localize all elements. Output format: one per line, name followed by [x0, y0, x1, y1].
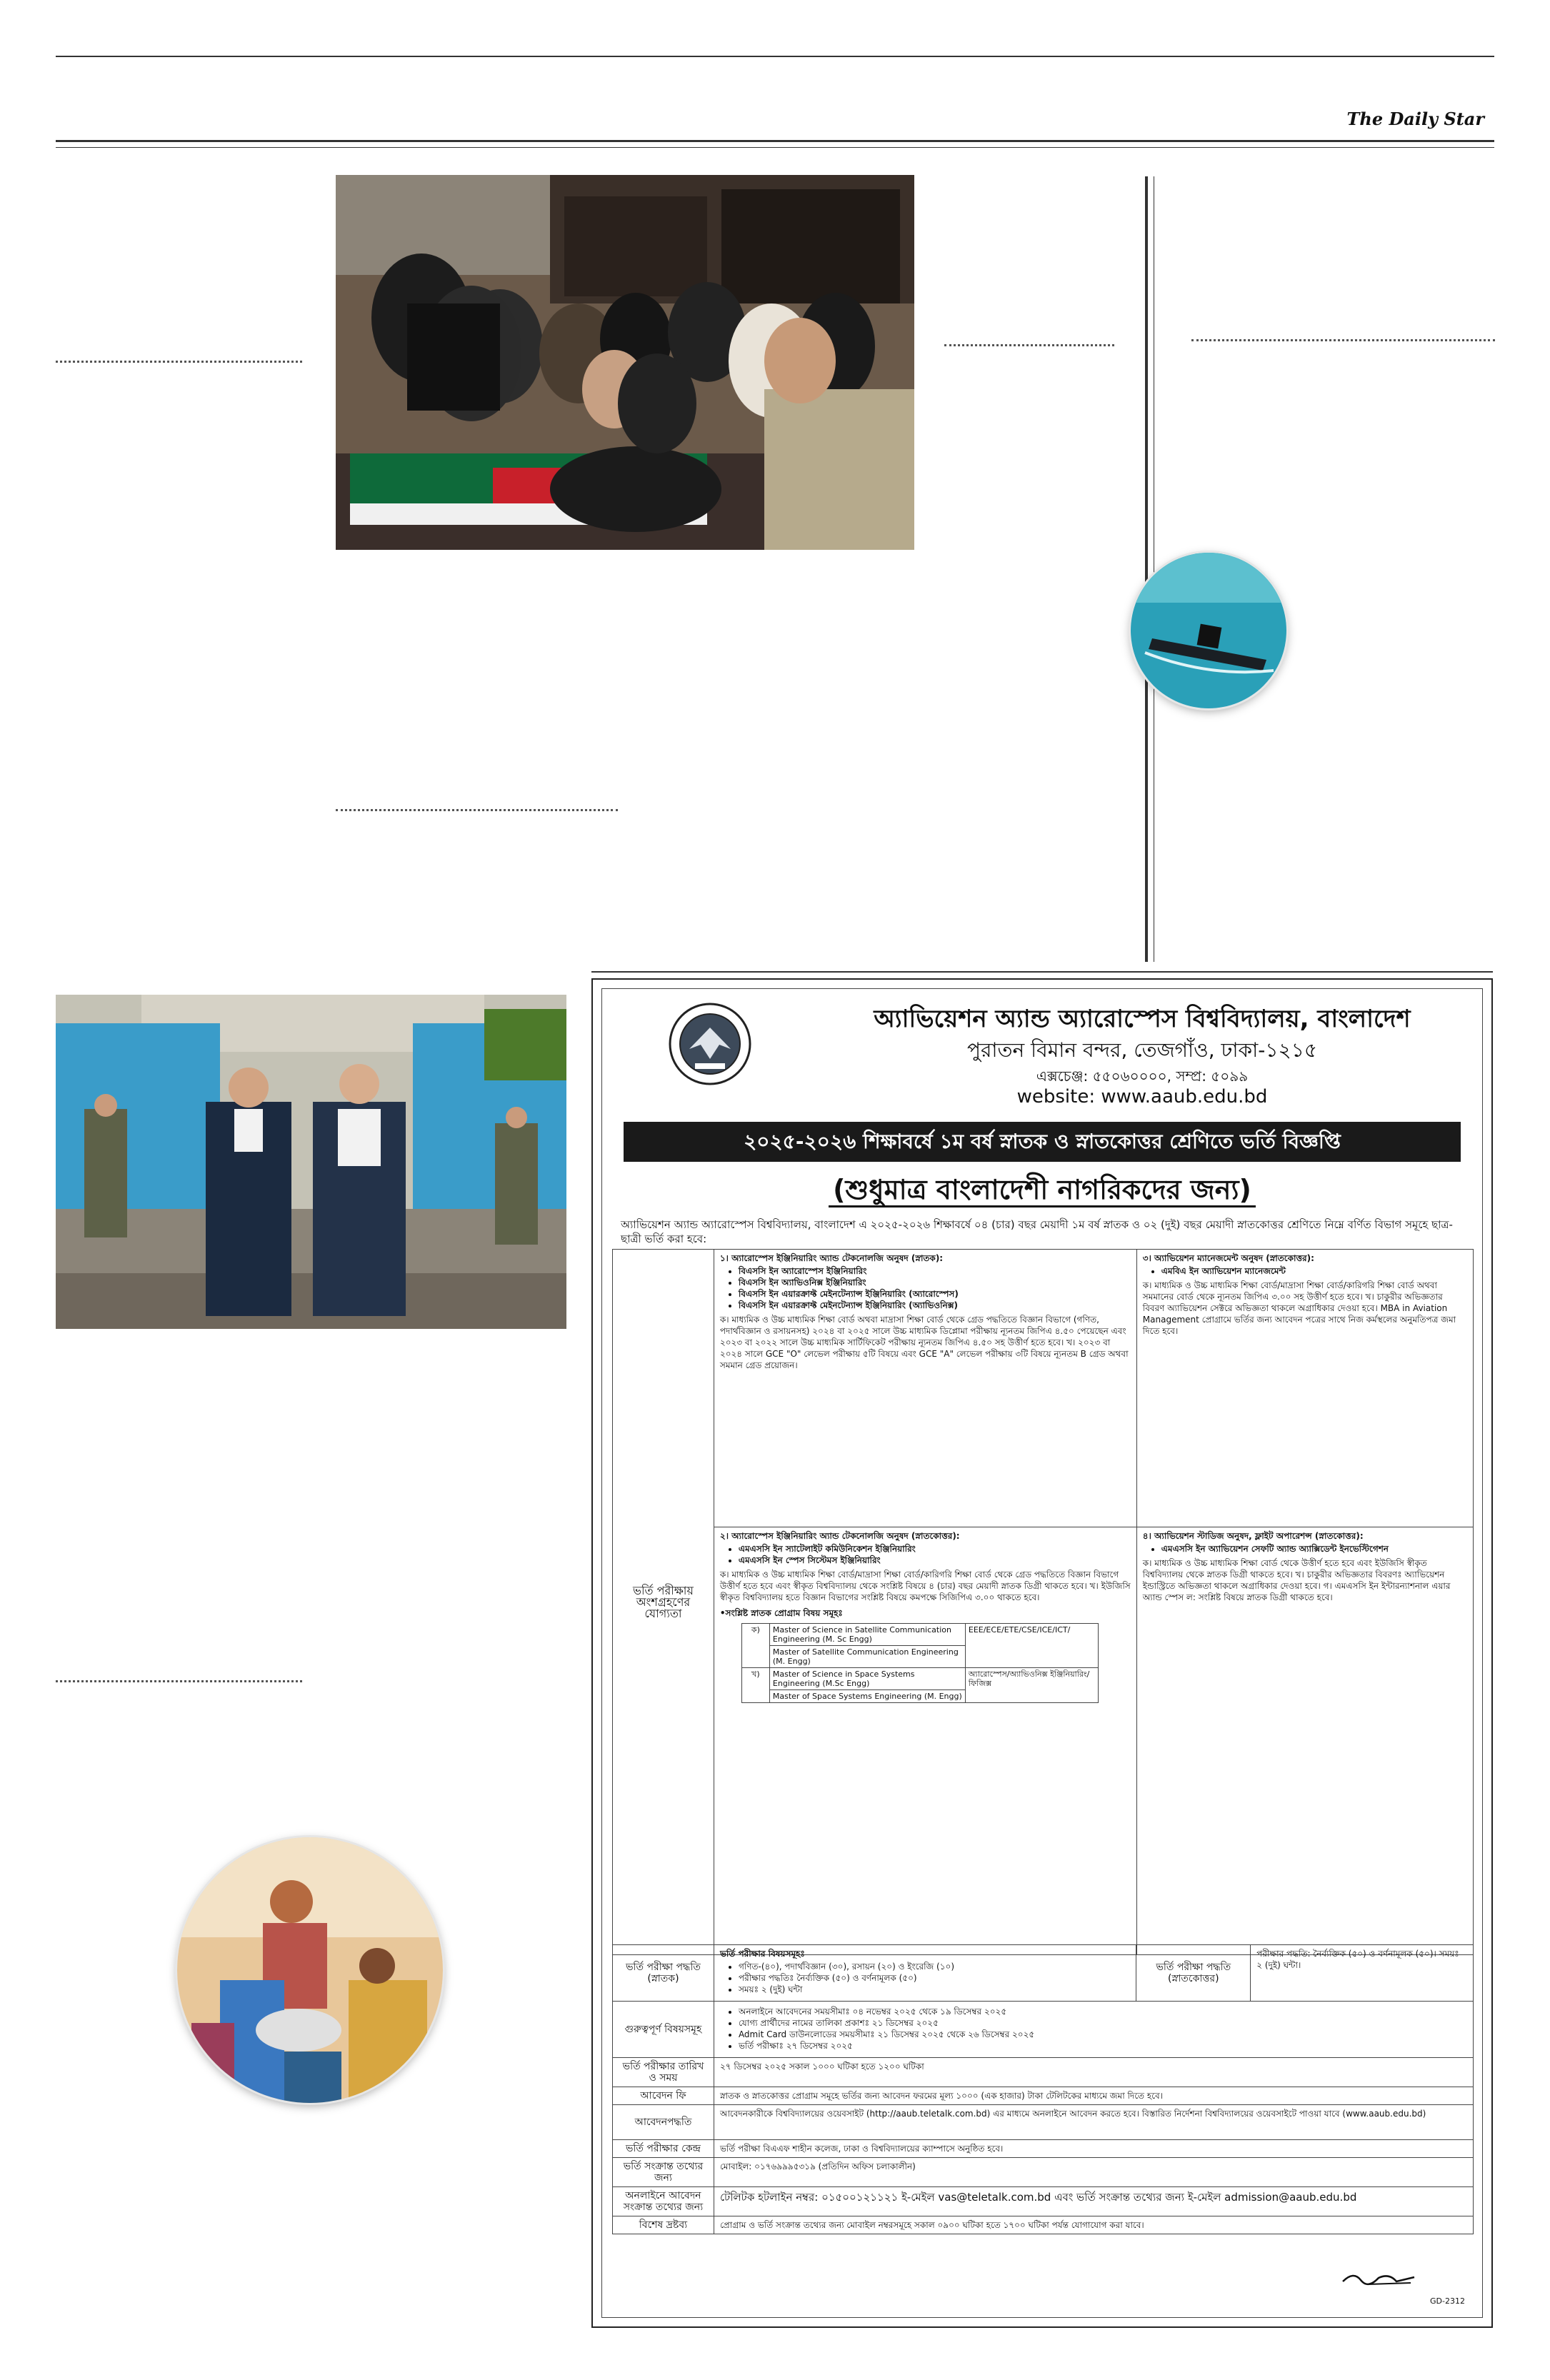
special-note-label: বিশেষ দ্রষ্টব্য	[613, 2216, 714, 2234]
faculty-1-heading: ১। অ্যারোস্পেস ইঞ্জিনিয়ারিং অ্যান্ড টেকনোলজি অনুষদ (স্নাতক):	[719, 1253, 944, 1263]
list-item: • যোগ্য প্রার্থীদের নামের তালিকা প্রকাশঃ ২১ ডিসেম্বর ২০২৫	[739, 2017, 1467, 2029]
citizens-only-notice	[602, 1169, 1482, 1215]
table-row: ক) Master of Science in Satellite Communication Engineering (M. Sc Engg) EEE/ECE/ETE/CSE/ICE/ICT/	[741, 1624, 1098, 1646]
header-rule-2	[56, 147, 1494, 148]
table-row	[613, 2187, 1474, 2216]
faculty-4-heading: ৪। অ্যাভিয়েশন স্টাডিজ অনুষদ, ফ্লাইট অপারেশন্স (স্নাতকোত্তর):	[1142, 1531, 1364, 1541]
top-rule	[56, 56, 1494, 57]
vertical-rule-a	[1145, 176, 1148, 962]
header-rule-1	[56, 140, 1494, 142]
faculty-2-heading: ২। অ্যারোস্পেস ইঞ্জিনিয়ারিং অ্যান্ড টেকনোলজি অনুষদ (স্নাতকোত্তর):	[719, 1531, 960, 1541]
program-item: • বিএসসি ইন অ্যাভিওনিক্স ইঞ্জিনিয়ারিং	[739, 1277, 1131, 1288]
program-cell: Master of Space Systems Engineering (M. Engg)	[769, 1690, 965, 1703]
university-name: অ্যাভিয়েশন অ্যান্ড অ্যারোস্পেস বিশ্ববিদ্যালয়, বাংলাদেশ	[874, 1005, 1411, 1033]
fee-label: আবেদন ফি	[613, 2087, 714, 2105]
exam-center-label: ভর্তি পরীক্ষার কেন্দ্র	[613, 2140, 714, 2158]
faculty-4-list	[1161, 1543, 1467, 1555]
exam-pg-label: ভর্তি পরীক্ষা পদ্ধতি (স্নাতকোত্তর)	[1136, 1945, 1251, 2002]
faculty-2-requirements: ক। মাধ্যমিক ও উচ্চ মাধ্যমিক শিক্ষা বোর্ড/মাদ্রাসা শিক্ষা বোর্ড/কারিগরি শিক্ষা বোর্ড থেকে গ্রেড পদ্ধতিতে বিজ্ঞান বিভাগে উত্তীর্ণ হতে হবে এবং স্বীকৃত বিশ্ববিদ্যালয় থেকে সংশ্লিষ্ট বিষয়ে ৪ (চার) বছর মেয়াদী স্নাতক ডিগ্রী থাকতে হবে। খ। ইউজিসি স্বীকৃত বিশ্ববিদ্যালয় হতে বিজ্ঞান বিভাগের সংশ্লিষ্ট বিষয়ে কমপক্ষে সিজিপিএ ৩.০০ থাকতে হবে।	[719, 1570, 1131, 1602]
program-cell: Master of Satellite Communication Engineering (M. Engg)	[769, 1646, 965, 1668]
subjects-cell: অ্যারোস্পেস/অ্যাভিওনিক্স ইঞ্জিনিয়ারিং/ফিজিক্স	[965, 1668, 1098, 1703]
citizens-only-text: (শুধুমাত্র বাংলাদেশী নাগরিকদের জন্য)	[829, 1174, 1256, 1207]
online-help-label: অনলাইনে আবেদন সংক্রান্ত তথ্যের জন্য	[613, 2187, 714, 2216]
table-row	[613, 1945, 1474, 2002]
exam-center-value: ভর্তি পরীক্ষা বিএএফ শাহীন কলেজ, ঢাকা ও বিশ্ববিদ্যালয়ের ক্যাম্পাসে অনুষ্ঠিত হবে।	[714, 2140, 1473, 2158]
ad-code: GD-2312	[1430, 2296, 1465, 2306]
program-item: • এমএসসি ইন অ্যাভিয়েশন সেফটি অ্যান্ড অ্যাক্সিডেন্ট ইনভেস্টিগেশন	[1161, 1543, 1467, 1555]
eligibility-cell-2	[1136, 1250, 1473, 1527]
right-col-divider-1	[944, 344, 1114, 346]
apply-method-label: আবেদনপদ্ধতি	[613, 2105, 714, 2140]
signature-mark	[1339, 2267, 1418, 2289]
submarine-circle-photo	[1131, 553, 1286, 708]
faculty-2-list	[739, 1543, 1131, 1566]
faculty-3-list	[1161, 1265, 1467, 1277]
faculty-4-requirements: ক। মাধ্যমিক ও উচ্চ মাধ্যমিক শিক্ষা বোর্ড থেকে উত্তীর্ণ হতে হবে এবং ইউজিসি স্বীকৃত বিশ্ববিদ্যালয় থেকে স্নাতক ডিগ্রী থাকতে হবে। খ। চাকুরীর অভিজ্ঞতার বিবরণঃ অ্যাভিয়েশন ইন্ডাস্ট্রিতে অভিজ্ঞতা থাকলে অগ্রাধিকার দেওয়া হবে। গ। এমএসসি ইন ইন্টারন্যাশনাল এয়ার অ্যান্ড স্পেস ল: সংশ্লিষ্ট বিষয়ে স্নাতক ডিগ্রী থাকতে হবে।	[1142, 1558, 1451, 1602]
ad-intro-text: অ্যাভিয়েশন অ্যান্ড অ্যারোস্পেস বিশ্ববিদ্যালয়, বাংলাদেশ এ ২০২৫-২০২৬ শিক্ষাবর্ষে ০৪ (চার) বছর মেয়াদী ১ম বর্ষ স্নাতক ও ০২ (দুই) বছর মেয়াদী স্নাতকোত্তর শ্রেণিতে নিম্নে বর্ণিত বিভাগ সমূহে ছাত্র-ছাত্রী ভর্তি করা হবে:	[621, 1218, 1453, 1245]
exam-subjects-list	[739, 1961, 1130, 1995]
faculty-3-requirements: ক। মাধ্যমিক ও উচ্চ মাধ্যমিক শিক্ষা বোর্ড/মাদ্রাসা শিক্ষা বোর্ড/কারিগরি শিক্ষা বোর্ড অথবা সমমানের বোর্ড থেকে ন্যূনতম জিপিএ ৩.০০ সহ উত্তীর্ণ হতে হবে। খ। চাকুরীর অভিজ্ঞতার বিবরণ অ্যাভিয়েশন সেক্টরে অভিজ্ঞতা থাকলে অগ্রাধিকার দেওয়া হবে। MBA in Aviation Management প্রোগ্রামে ভর্তির জন্য আবেদন পত্রের সাথে নিজ কর্মস্থলের অনুমতিপত্র জমা দিতে হবে।	[1142, 1280, 1456, 1336]
program-item: • বিএসসি ইন এয়ারক্রাফ্ট মেইনটেন্যান্স ইঞ্জিনিয়ারিং (অ্যাভিওনিক্স)	[739, 1300, 1131, 1311]
exam-date-label: ভর্তি পরীক্ষার তারিখ ও সময়	[613, 2058, 714, 2087]
list-item: • Admit Card ডাউনলোডের সময়সীমাঃ ২১ ডিসেম্বর ২০২৫ থেকে ২৬ ডিসেম্বর ২০২৫	[739, 2029, 1467, 2040]
masthead: The Daily Star	[1346, 109, 1484, 129]
exam-method-cell	[714, 1945, 1136, 2002]
table-row	[613, 2105, 1474, 2140]
program-item: • বিএসসি ইন অ্যারোস্পেস ইঞ্জিনিয়ারিং	[739, 1265, 1131, 1277]
important-dates-cell	[714, 2002, 1473, 2058]
important-dates-list	[739, 2006, 1467, 2052]
subjects-cell: EEE/ECE/ETE/CSE/ICE/ICT/	[965, 1624, 1098, 1668]
important-dates-label: গুরুত্বপূর্ণ বিষয়সমূহ	[613, 2002, 714, 2058]
eligibility-cell-1	[714, 1250, 1136, 1527]
university-address: পুরাতন বিমান বন্দর, তেজগাঁও, ঢাকা-১২১৫	[966, 1038, 1318, 1062]
list-item: • পরীক্ষার পদ্ধতিঃ নৈর্ব্যক্তিক (৫০) ও বর্ণনামূলক (৫০)	[739, 1972, 1130, 1984]
exam-pg-text: পরীক্ষার পদ্ধতি: নৈর্ব্যক্তিক (৫০) ও বর্ণনামূলক (৫০)। সময়ঃ ২ (দুই) ঘন্টা।	[1251, 1945, 1474, 2002]
list-item: • ভর্তি পরীক্ষাঃ ২৭ ডিসেম্বর ২০২৫	[739, 2040, 1467, 2052]
eligibility-cell-3	[714, 1527, 1136, 1955]
mid-divider	[336, 809, 618, 811]
table-row	[613, 2002, 1474, 2058]
eligibility-cell-4	[1136, 1527, 1473, 1955]
special-note-value: প্রোগ্রাম ও ভর্তি সংক্রান্ত তথ্যের জন্য মোবাইল নম্বরসমূহে সকাল ০৯০০ ঘটিকা হতে ১৭০০ ঘটিকা পর্যন্ত যোগাযোগ করা যাবে।	[714, 2216, 1473, 2234]
mourners-photo	[336, 175, 914, 550]
university-phone: এক্সচেঞ্জ: ৫৫০৬০০০০, সম্প্র: ৫০৯৯	[1036, 1068, 1249, 1085]
eligibility-label: ভর্তি পরীক্ষায় অংশগ্রহণের যোগ্যতা	[613, 1250, 714, 1955]
left-col-divider-2	[56, 1680, 302, 1682]
table-row	[613, 2058, 1474, 2087]
program-item: • বিএসসি ইন এয়ারক্রাফ্ট মেইনটেন্যান্স ইঞ্জিনিয়ারিং (অ্যারোস্পেস)	[739, 1288, 1131, 1300]
apply-method-value[interactable]: আবেদনকারীকে বিশ্ববিদ্যালয়ের ওয়েবসাইট (http://aaub.teletalk.com.bd) এর মাধ্যমে অনলাইনে আবেদন করতে হবে। বিস্তারিত নির্দেশনা বিশ্ববিদ্যালয়ের ওয়েবসাইটে পাওয়া যাবে (www.aaub.edu.bd)	[714, 2105, 1473, 2140]
online-help-value[interactable]: টেলিটক হটলাইন নম্বর: ০১৫০০১২১১২১ ই-মেইল vas@teletalk.com.bd এবং ভর্তি সংক্রান্ত তথ্যের জন্য ই-মেইল admission@aaub.edu.bd	[714, 2187, 1473, 2216]
contact-value: মোবাইল: ০১৭৬৯৯৯৫৩১৯ (প্রতিদিন অফিস চলাকালীন)	[714, 2158, 1473, 2187]
right-col-divider-2	[1191, 339, 1495, 341]
table-row	[613, 2140, 1474, 2158]
program-item: • এমবিএ ইন অ্যাভিয়েশন ম্যানেজমেন্ট	[1161, 1265, 1467, 1277]
table-row: খ) Master of Science in Space Systems Engineering (M.Sc Engg) অ্যারোস্পেস/অ্যাভিওনিক্স ইঞ্জিনিয়ারিং/ফিজিক্স	[741, 1668, 1098, 1690]
exam-method-label: ভর্তি পরীক্ষা পদ্ধতি (স্নাতক)	[613, 1945, 714, 2002]
university-website[interactable]: website: www.aaub.edu.bd	[1016, 1086, 1268, 1108]
market-circle-photo	[177, 1837, 443, 2103]
program-item: • এমএসসি ইন স্যাটেলাইট কমিউনিকেশন ইঞ্জিনিয়ারিং	[739, 1543, 1131, 1555]
admission-banner: ২০২৫-২০২৬ শিক্ষাবর্ষে ১ম বর্ষ স্নাতক ও স্নাতকোত্তর শ্রেণিতে ভর্তি বিজ্ঞপ্তি	[624, 1122, 1461, 1162]
list-item: • গণিত-(৪০), পদার্থবিজ্ঞান (৩০), রসায়ন (২০) ও ইংরেজি (১০)	[739, 1961, 1130, 1972]
program-item: • এমএসসি ইন স্পেস সিস্টেমস ইঞ্জিনিয়ারিং	[739, 1555, 1131, 1566]
left-col-divider	[56, 361, 302, 363]
handshake-photo	[56, 995, 566, 1329]
contact-label: ভর্তি সংক্রান্ত তথ্যের জন্য	[613, 2158, 714, 2187]
eligibility-table	[612, 1249, 1474, 1955]
related-programs-title: •সংশ্লিষ্ট স্নাতক প্রোগ্রাম বিষয় সমূহঃ	[719, 1608, 843, 1618]
exam-subjects-title: ভর্তি পরীক্ষার বিষয়সমূহঃ	[719, 1949, 805, 1959]
related-programs-table	[741, 1623, 1099, 1703]
admission-advertisement	[591, 978, 1493, 2328]
fee-value: স্নাতক ও স্নাতকোত্তর প্রোগ্রাম সমূহে ভর্তির জন্য আবেদন ফরমের মূল্য ১০০০ (এক হাজার) টাকা টেলিটকের মাধ্যমে জমা দিতে হবে।	[714, 2087, 1473, 2105]
ad-top-rule	[591, 971, 1493, 973]
faculty-3-heading: ৩। অ্যাভিয়েশন ম্যানেজমেন্ট অনুষদ (স্নাতকোত্তর):	[1142, 1253, 1314, 1263]
table-row	[613, 2216, 1474, 2234]
faculty-1-list	[739, 1265, 1131, 1311]
program-cell: Master of Science in Space Systems Engineering (M.Sc Engg)	[769, 1668, 965, 1690]
program-cell: Master of Science in Satellite Communication Engineering (M. Sc Engg)	[769, 1624, 965, 1646]
list-item: • সময়ঃ ২ (দুই) ঘন্টা	[739, 1984, 1130, 1995]
list-item: • অনলাইনে আবেদনের সময়সীমাঃ ০৪ নভেম্বর ২০২৫ থেকে ১৯ ডিসেম্বর ২০২৫	[739, 2006, 1467, 2017]
table-row	[613, 2087, 1474, 2105]
faculty-1-requirements: ক। মাধ্যমিক ও উচ্চ মাধ্যমিক শিক্ষা বোর্ড অথবা মাদ্রাসা শিক্ষা বোর্ড থেকে গ্রেড পদ্ধতিতে বিজ্ঞান বিভাগে (গণিত, পদার্থবিজ্ঞান ও রসায়নসহ) ২০২৪ বা ২০২৫ সালে উচ্চ মাধ্যমিক ডিপ্লোমা পরীক্ষায় ন্যূনতম জিপিএ ৪.৫০ পেয়েছেন এবং ২০২৩ বা ২০২২ সালে উচ্চ মাধ্যমিক সার্টিফিকেট পরীক্ষায় ন্যূনতম জিপিএ ৪.৫০ সহ উত্তীর্ণ হতে হবে। খ। ২০২৩ বা ২০২৪ সালে GCE "O" লেভেল পরীক্ষায় ৫টি বিষয়ে এবং GCE "A" লেভেল পরীক্ষায় ৩টি বিষয়ে ন্যূনতম B গ্রেড অথবা সমমান গ্রেড প্রয়োজন।	[719, 1315, 1129, 1370]
admission-info-table	[612, 1944, 1474, 2234]
university-logo-icon	[668, 1002, 752, 1086]
ad-inner-frame	[601, 988, 1483, 2318]
exam-date-value: ২৭ ডিসেম্বর ২০২৫ সকাল ১০০০ ঘটিকা হতে ১২০০ ঘটিকা	[714, 2058, 1473, 2087]
table-row	[613, 2158, 1474, 2187]
